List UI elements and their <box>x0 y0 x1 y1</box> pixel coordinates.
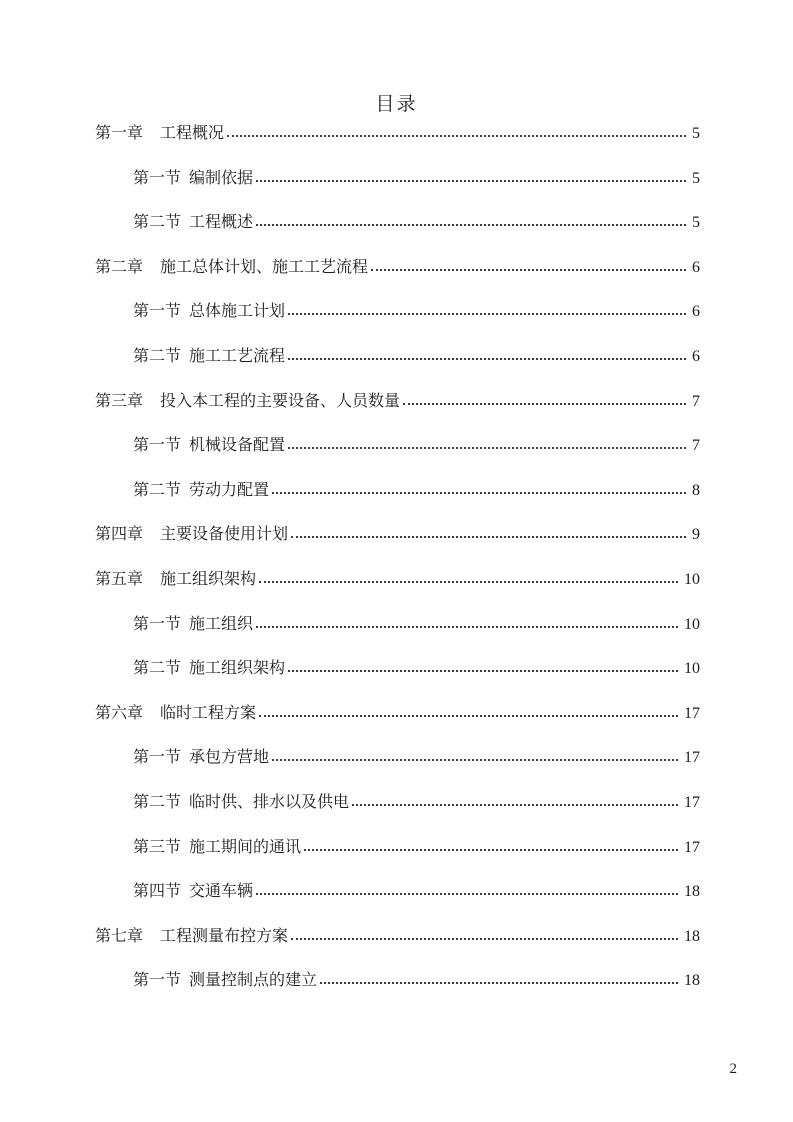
dot-leader <box>288 358 686 360</box>
toc-entry-page: 5 <box>692 214 700 232</box>
footer-page-number: 2 <box>729 1061 737 1077</box>
toc-entry-label: 第二节 <box>133 481 182 499</box>
toc-entry-page: 10 <box>684 615 700 633</box>
toc-entry-page: 9 <box>692 526 700 544</box>
toc-entry-page: 17 <box>684 838 700 856</box>
toc-entry[interactable] <box>95 298 700 343</box>
toc-entry[interactable] <box>95 967 700 1012</box>
toc-entry-label: 第一章 <box>95 125 144 142</box>
toc-entry-page: 7 <box>692 437 700 455</box>
toc-entry-page: 7 <box>692 392 700 410</box>
toc-entry-page: 18 <box>684 927 700 945</box>
toc-entry-page: 17 <box>684 749 700 767</box>
toc-entry[interactable] <box>95 388 700 433</box>
toc-entry-page: 5 <box>692 125 700 142</box>
toc-entry-label: 第一节 <box>133 169 182 187</box>
dot-leader <box>304 849 678 851</box>
toc-entry[interactable] <box>95 744 700 789</box>
toc-entry-label: 第二节 <box>133 793 182 811</box>
dot-leader <box>259 581 678 583</box>
toc-entry-page: 5 <box>692 169 700 187</box>
toc-title: 目录 <box>375 94 418 115</box>
toc-entry-title: 施工组织架构 <box>189 660 286 678</box>
toc-entry[interactable] <box>95 254 700 299</box>
toc-entry[interactable] <box>95 611 700 656</box>
toc-entry-label: 第一节 <box>133 437 182 455</box>
toc-entry[interactable] <box>95 521 700 566</box>
toc-entry-title: 投入本工程的主要设备、人员数量 <box>160 392 401 410</box>
toc-entry-page: 18 <box>684 883 700 901</box>
dot-leader <box>272 759 678 761</box>
toc-entry[interactable] <box>95 165 700 210</box>
dot-leader <box>291 536 686 538</box>
toc-entry[interactable] <box>95 432 700 477</box>
dot-leader <box>320 982 678 984</box>
toc-entry[interactable] <box>95 700 700 745</box>
dot-leader <box>352 804 678 806</box>
dot-leader <box>227 135 686 137</box>
dot-leader <box>403 403 686 405</box>
toc-entry-title: 工程概述 <box>189 214 254 232</box>
toc-entry-title: 劳动力配置 <box>189 481 270 499</box>
toc-entry-label: 第四节 <box>133 883 182 901</box>
toc-entry-page: 10 <box>684 570 700 588</box>
toc-entry[interactable] <box>95 120 700 165</box>
toc-entry-label: 第一节 <box>133 303 182 321</box>
toc-entry-title: 总体施工计划 <box>189 303 286 321</box>
toc-entry-title: 工程测量布控方案 <box>160 927 289 945</box>
toc-entry[interactable] <box>95 878 700 923</box>
dot-leader <box>256 893 678 895</box>
toc-entry-title: 交通车辆 <box>189 883 254 901</box>
toc-entry-label: 第五章 <box>95 570 144 588</box>
toc-entry[interactable] <box>95 477 700 522</box>
toc-entry-page: 18 <box>684 972 700 990</box>
toc-entry-title: 测量控制点的建立 <box>189 972 318 990</box>
toc-entry-label: 第一节 <box>133 972 182 990</box>
toc-entry-title: 施工组织架构 <box>160 570 257 588</box>
dot-leader <box>371 269 686 271</box>
toc-entry[interactable] <box>95 789 700 834</box>
dot-leader <box>288 670 678 672</box>
dot-leader <box>259 715 678 717</box>
toc-entry-label: 第二章 <box>95 258 144 276</box>
toc-entry[interactable] <box>95 655 700 700</box>
toc-entry-title: 机械设备配置 <box>189 437 286 455</box>
toc-entry-title: 施工工艺流程 <box>189 347 286 365</box>
toc-entry-page: 10 <box>684 660 700 678</box>
toc-entry[interactable] <box>95 923 700 968</box>
dot-leader <box>288 313 686 315</box>
toc-entry-page: 6 <box>692 258 700 276</box>
toc-entry-title: 施工期间的通讯 <box>189 838 302 856</box>
toc-entry-title: 承包方营地 <box>189 749 270 767</box>
toc-entry-page: 17 <box>684 704 700 722</box>
toc-entry-page: 6 <box>692 303 700 321</box>
toc-entry-label: 第七章 <box>95 927 144 945</box>
toc-entry[interactable] <box>95 343 700 388</box>
toc-entry-title: 工程概况 <box>160 125 225 142</box>
dot-leader <box>291 938 678 940</box>
toc-entry-label: 第六章 <box>95 704 144 722</box>
dot-leader <box>256 224 686 226</box>
toc-entry-label: 第二节 <box>133 347 182 365</box>
toc-entry-label: 第一节 <box>133 749 182 767</box>
toc-entry-title: 主要设备使用计划 <box>160 526 289 544</box>
toc-entry-label: 第二节 <box>133 214 182 232</box>
toc-entry[interactable] <box>95 209 700 254</box>
toc-entry-title: 施工组织 <box>189 615 254 633</box>
toc-entry-label: 第一节 <box>133 615 182 633</box>
dot-leader <box>256 626 678 628</box>
table-of-contents <box>95 120 700 1012</box>
toc-entry-title: 编制依据 <box>189 169 254 187</box>
toc-entry-page: 17 <box>684 793 700 811</box>
toc-entry-label: 第二节 <box>133 660 182 678</box>
dot-leader <box>256 180 686 182</box>
toc-entry-title: 临时工程方案 <box>160 704 257 722</box>
toc-entry-page: 8 <box>692 481 700 499</box>
toc-entry-title: 施工总体计划、施工工艺流程 <box>160 258 369 276</box>
toc-entry-title: 临时供、排水以及供电 <box>189 793 350 811</box>
toc-entry[interactable] <box>95 834 700 879</box>
dot-leader <box>288 447 686 449</box>
toc-entry-label: 第三章 <box>95 392 144 410</box>
toc-entry-label: 第三节 <box>133 838 182 856</box>
dot-leader <box>272 492 686 494</box>
toc-entry-page: 6 <box>692 347 700 365</box>
toc-entry[interactable] <box>95 566 700 611</box>
toc-entry-label: 第四章 <box>95 526 144 544</box>
